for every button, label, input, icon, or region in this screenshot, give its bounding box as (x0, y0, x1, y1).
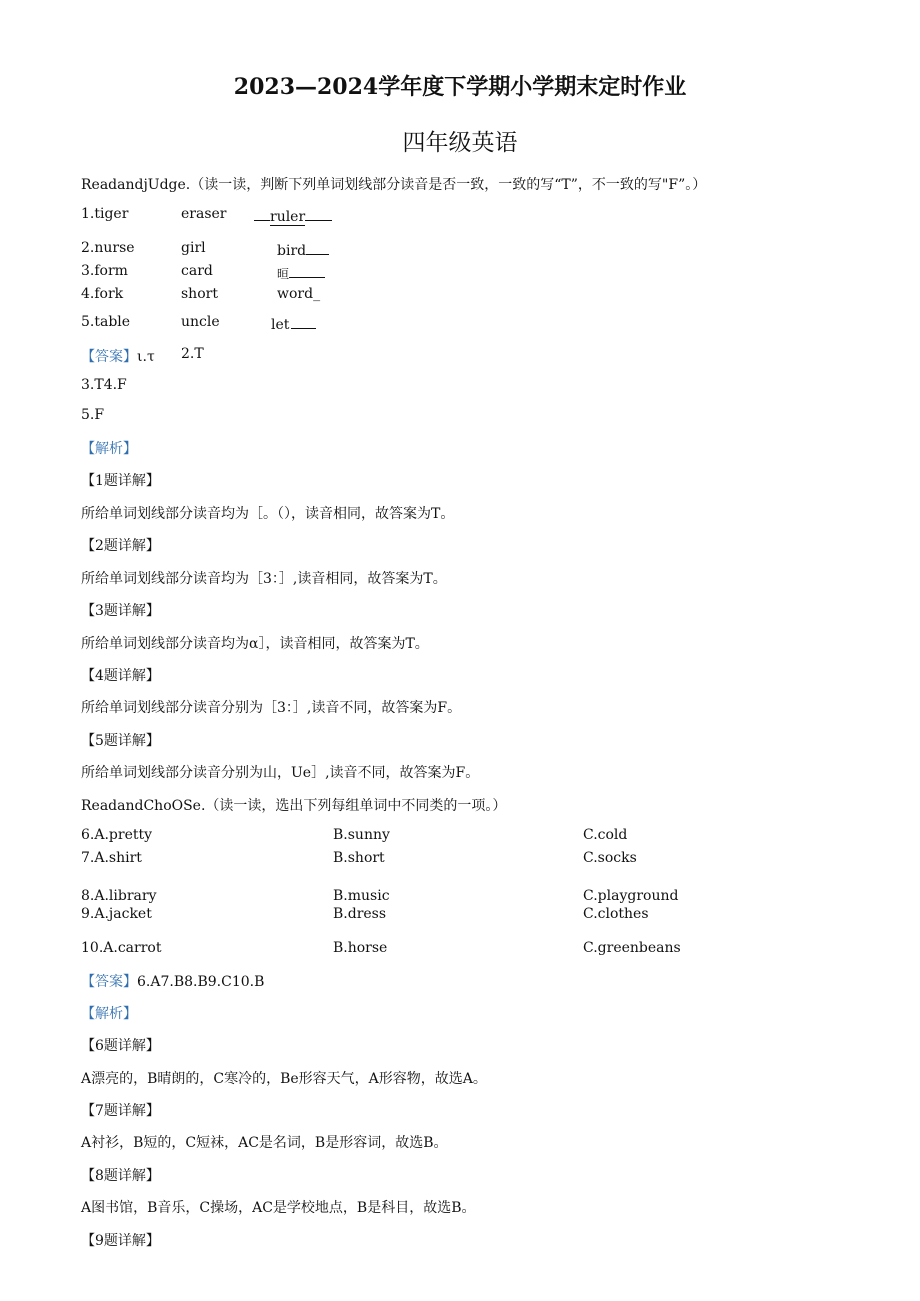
q4-word1: 4.fork (81, 286, 124, 302)
q1-word1: 1.tiger (81, 206, 129, 222)
answer-blank (254, 206, 270, 221)
q5-word2: uncle (181, 314, 220, 330)
answer-blank (305, 206, 332, 221)
q7-option-b: B.short (333, 850, 385, 866)
q8-option-a: 8.A.library (81, 888, 157, 904)
detail-heading: 【1题详解】 (81, 473, 160, 489)
answer-tag: 【答案】 (81, 974, 137, 990)
q9-option-b: B.dress (333, 906, 387, 922)
q10-option-b: B.horse (333, 940, 388, 956)
detail-text: A衬衫，B短的，C短袜，AC是名词，B是形容词，故选B。 (81, 1135, 448, 1151)
q5-word3: let (271, 317, 290, 333)
answer-blank (291, 314, 316, 329)
detail-heading: 【7题详解】 (81, 1103, 160, 1119)
answer-5: 5.F (81, 407, 105, 423)
q6-option-c: C.cold (583, 827, 628, 843)
section1-instruction: ReadandjUdge.（读一读，判断下列单词划线部分读音是否一致，一致的写“T”，不一致的写"F”。） (81, 177, 707, 193)
q3-word3-group (277, 263, 325, 282)
q1-word3: ruler (270, 209, 306, 225)
page-subtitle: 四年级英语 (402, 130, 518, 156)
detail-text: 所给单词划线部分读音均为［3：］,读音相同，故答案为T。 (81, 571, 447, 587)
q3-word1: 3.form (81, 263, 128, 279)
answer-tag: 【答案】 (81, 349, 137, 365)
q2-word2: girl (181, 240, 206, 256)
q3-word3: 晅 (277, 267, 290, 281)
detail-text: 所给单词划线部分读音分别为山，Ue］,读音不同，故答案为F。 (81, 765, 480, 781)
answer-1: ι.τ (137, 349, 155, 365)
q7-option-c: C.socks (583, 850, 637, 866)
detail-heading: 【3题详解】 (81, 603, 160, 619)
answer-blank (306, 240, 329, 255)
detail-heading: 【5题详解】 (81, 733, 160, 749)
q1-word3-group (254, 206, 332, 225)
detail-heading: 【4题详解】 (81, 668, 160, 684)
q6-option-b: B.sunny (333, 827, 390, 843)
detail-heading: 【2题详解】 (81, 538, 160, 554)
detail-heading: 【8题详解】 (81, 1168, 160, 1184)
analysis-tag: 【解析】 (81, 441, 137, 457)
section2-answer (81, 971, 264, 991)
answer-3-4: 3.T4.F (81, 377, 127, 393)
q8-option-b: B.music (333, 888, 390, 904)
q2-word1: 2.nurse (81, 240, 135, 256)
detail-text: 所给单词划线部分读音均为α］，读音相同，故答案为T。 (81, 636, 429, 652)
analysis-tag: 【解析】 (81, 1006, 137, 1022)
section1-answer-line1 (81, 346, 155, 366)
answer-2: 2.T (181, 346, 204, 362)
q3-word2: card (181, 263, 213, 279)
detail-heading: 【6题详解】 (81, 1038, 160, 1054)
detail-text: 所给单词划线部分读音均为［。（），读音相同，故答案为T。 (81, 506, 455, 522)
q1-word2: eraser (181, 206, 227, 222)
q7-option-a: 7.A.shirt (81, 850, 142, 866)
q10-option-c: C.greenbeans (583, 940, 681, 956)
q9-option-c: C.clothes (583, 906, 649, 922)
answer-blank (289, 263, 325, 278)
q4-word2: short (181, 286, 218, 302)
detail-text: A漂亮的，B晴朗的，C寒冷的，Be形容天气，A形容物，故选A。 (81, 1071, 487, 1087)
q4-word3: word_ (277, 286, 321, 302)
section2-instruction: ReadandChoOSe.（读一读，选出下列每组单词中不同类的一项。） (81, 798, 507, 814)
page-title: 2023—2024学年度下学期小学期末定时作业 (233, 74, 687, 100)
answer-text: 6.A7.B8.B9.C10.B (137, 974, 265, 990)
q6-option-a: 6.A.pretty (81, 827, 153, 843)
q10-option-a: 10.A.carrot (81, 940, 162, 956)
q2-word3-group (277, 240, 329, 259)
q5-word1: 5.table (81, 314, 131, 330)
detail-heading: 【9题详解】 (81, 1233, 160, 1249)
q5-word3-group (271, 314, 316, 333)
detail-text: 所给单词划线部分读音分别为［3：］,读音不同，故答案为F。 (81, 700, 462, 716)
detail-text: A图书馆，B音乐，C操场，AC是学校地点，B是科目，故选B。 (81, 1200, 476, 1216)
q8-option-c: C.playground (583, 888, 679, 904)
q9-option-a: 9.A.jacket (81, 906, 152, 922)
q2-word3: bird (277, 243, 307, 259)
